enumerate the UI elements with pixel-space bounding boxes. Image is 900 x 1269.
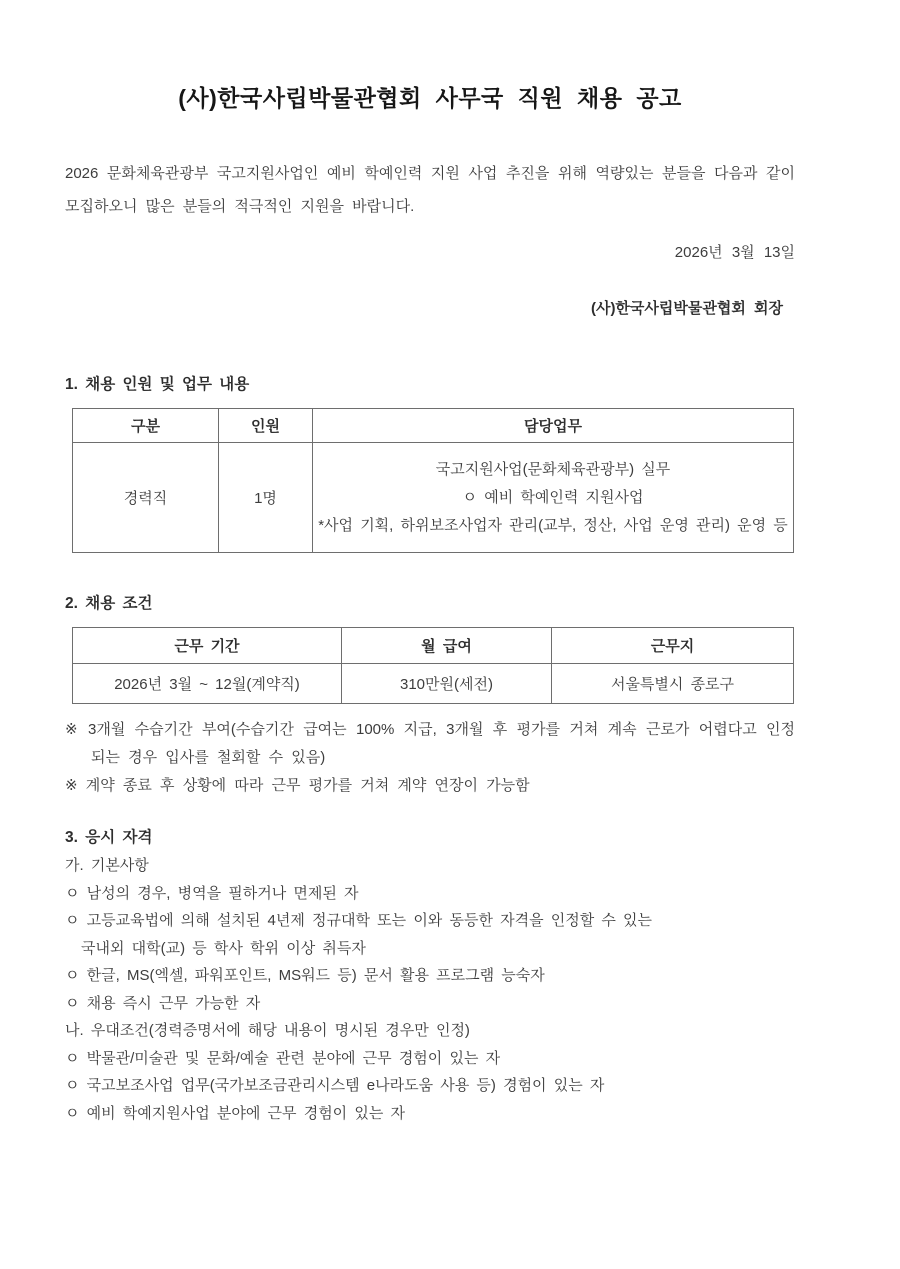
qualification-line: ㅇ 한글, MS(엑셀, 파워포인트, MS워드 등) 문서 활용 프로그램 능숙자 — [65, 967, 545, 984]
duty-line: ㅇ 예비 학예인력 지원사업 — [462, 488, 644, 506]
section-heading-qualifications: 3. 응시 자격 — [65, 829, 153, 846]
table-header-row — [73, 409, 794, 443]
duties-cell — [313, 443, 794, 553]
column-header: 월 급여 — [342, 628, 552, 664]
column-header: 담당업무 — [313, 409, 794, 443]
duty-line: *사업 기획, 하위보조사업자 관리(교부, 정산, 사업 운영 관리) 운영 등 — [318, 516, 788, 534]
qualification-line: ㅇ 채용 즉시 근무 가능한 자 — [65, 994, 261, 1012]
note-line: ※ 3개월 수습기간 부여(수습기간 급여는 100% 지급, 3개월 후 평가를 거쳐 계속 근로가 어렵다고 인정 — [65, 721, 795, 738]
salary-cell: 310만원(세전) — [342, 664, 552, 704]
qualification-line: ㅇ 예비 학예지원사업 분야에 근무 경험이 있는 자 — [65, 1104, 405, 1122]
qualification-line: ㅇ 국고보조사업 업무(국가보조금관리시스템 e나라도움 사용 등) 경험이 있는 자 — [65, 1077, 605, 1094]
column-header: 근무지 — [552, 628, 794, 664]
announcement-date: 2026년 3월 13일 — [674, 244, 795, 261]
page-title: (사)한국사립박물관협회 사무국 직원 채용 공고 — [178, 85, 682, 111]
signature-line: (사)한국사립박물관협회 회장 — [590, 300, 783, 317]
table-row — [73, 664, 794, 704]
intro-line: 모집하오니 많은 분들의 적극적인 지원을 바랍니다. — [65, 198, 415, 215]
note-line: 되는 경우 입사를 철회할 수 있음) — [91, 749, 326, 766]
section-heading-conditions: 2. 채용 조건 — [65, 595, 153, 612]
section-heading-recruitment: 1. 채용 인원 및 업무 내용 — [65, 376, 250, 393]
qualification-line: 나. 우대조건(경력증명서에 해당 내용이 명시된 경우만 인정) — [65, 1022, 470, 1039]
qualification-line: ㅇ 고등교육법에 의해 설치된 4년제 정규대학 또는 이와 동등한 자격을 인정할 수 있는 — [65, 912, 653, 929]
qualification-line: ㅇ 남성의 경우, 병역을 필하거나 면제된 자 — [65, 884, 359, 902]
location-cell: 서울특별시 종로구 — [552, 664, 794, 704]
conditions-table — [72, 627, 794, 704]
qualification-line: ㅇ 박물관/미술관 및 문화/예술 관련 분야에 근무 경험이 있는 자 — [65, 1049, 501, 1067]
headcount-cell: 1명 — [219, 443, 313, 553]
qualifications-list — [65, 852, 795, 1127]
qualification-line: 국내외 대학(교) 등 학사 학위 이상 취득자 — [81, 939, 366, 957]
table-row — [73, 443, 794, 553]
note-line: ※ 계약 종료 후 상황에 따라 근무 평가를 거쳐 계약 연장이 가능함 — [65, 777, 530, 794]
table-header-row — [73, 628, 794, 664]
column-header: 근무 기간 — [73, 628, 342, 664]
duty-line: 국고지원사업(문화체육관광부) 실무 — [435, 460, 671, 478]
qualification-line: 가. 기본사항 — [65, 857, 149, 874]
recruitment-table — [72, 408, 794, 553]
category-cell: 경력직 — [73, 443, 219, 553]
intro-line: 2026 문화체육관광부 국고지원사업인 예비 학예인력 지원 사업 추진을 위해 역량있는 분들을 다음과 같이 — [65, 165, 795, 182]
column-header: 구분 — [73, 409, 219, 443]
column-header: 인원 — [219, 409, 313, 443]
conditions-notes — [65, 716, 795, 800]
work-period-cell: 2026년 3월 ~ 12월(계약직) — [73, 664, 342, 704]
